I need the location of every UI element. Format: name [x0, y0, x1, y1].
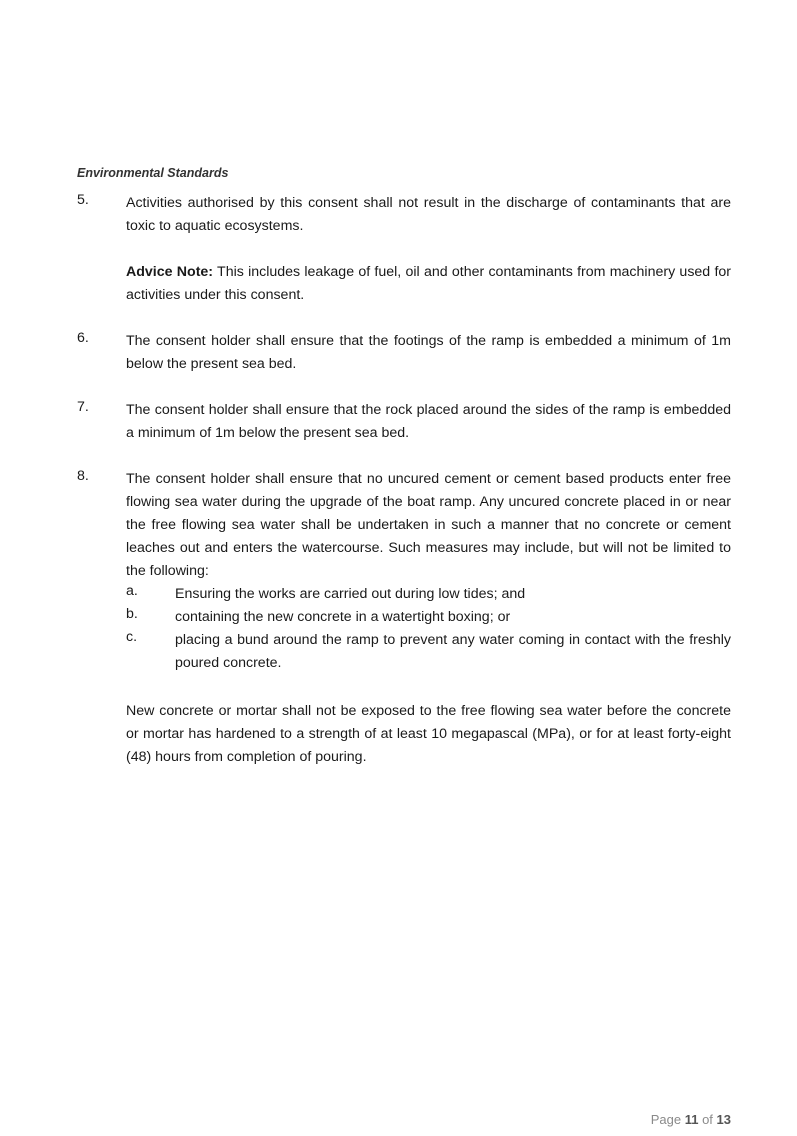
condition-number: 6.: [77, 330, 89, 346]
condition-8: [77, 468, 731, 675]
current-page: 11: [684, 1112, 699, 1127]
page-footer: [651, 1112, 731, 1127]
sub-item-text: Ensuring the works are carried out during low tides; and: [175, 586, 526, 602]
advice-note: [77, 261, 731, 307]
total-pages: 13: [716, 1112, 731, 1127]
condition-number: 8.: [77, 468, 89, 484]
sub-item-c: [126, 629, 731, 675]
condition-number: 7.: [77, 399, 89, 415]
sub-item-letter: b.: [126, 606, 138, 622]
sub-item-text: placing a bund around the ramp to prevent any water coming in contact with the freshly poured concrete.: [175, 632, 731, 671]
condition-text: Activities authorised by this consent shall not result in the discharge of contaminants that are toxic to aquatic ecosystems.: [126, 195, 731, 234]
of-label: of: [702, 1112, 713, 1127]
condition-7: [77, 399, 731, 445]
section-title: Environmental Standards: [77, 166, 229, 180]
sub-item-a: [126, 583, 731, 606]
sub-item-letter: c.: [126, 629, 138, 645]
condition-text: The consent holder shall ensure that no uncured cement or cement based products enter free flowing sea water during the upgrade of the boat ramp. Any uncured concrete placed in or near the free flowing sea water shall be undertaken in such a manner that no concrete or cement leaches out and enters the watercourse. Such measures may include, but will not be limited to the following:: [126, 471, 731, 579]
condition-5: [77, 192, 731, 238]
sub-item-letter: a.: [126, 583, 138, 599]
advice-note-text: This includes leakage of fuel, oil and other contaminants from machinery used for activities under this consent.: [126, 264, 731, 303]
closing-text: New concrete or mortar shall not be exposed to the free flowing sea water before the concrete or mortar has hardened to a strength of at least 10 megapascal (MPa), or for at least forty-eight (48) hours from completion of pouring.: [126, 703, 731, 765]
condition-6: [77, 330, 731, 376]
condition-text: The consent holder shall ensure that the footings of the ramp is embedded a minimum of 1m below the present sea bed.: [126, 333, 731, 372]
sub-item-text: containing the new concrete in a watertight boxing; or: [175, 609, 511, 625]
sub-item-b: [126, 606, 731, 629]
condition-number: 5.: [77, 192, 89, 208]
page-label: Page: [650, 1112, 682, 1127]
closing-paragraph: [77, 700, 731, 769]
condition-text: The consent holder shall ensure that the rock placed around the sides of the ramp is embedded a minimum of 1m below the present sea bed.: [126, 402, 731, 441]
advice-note-label: Advice Note:: [126, 264, 214, 280]
